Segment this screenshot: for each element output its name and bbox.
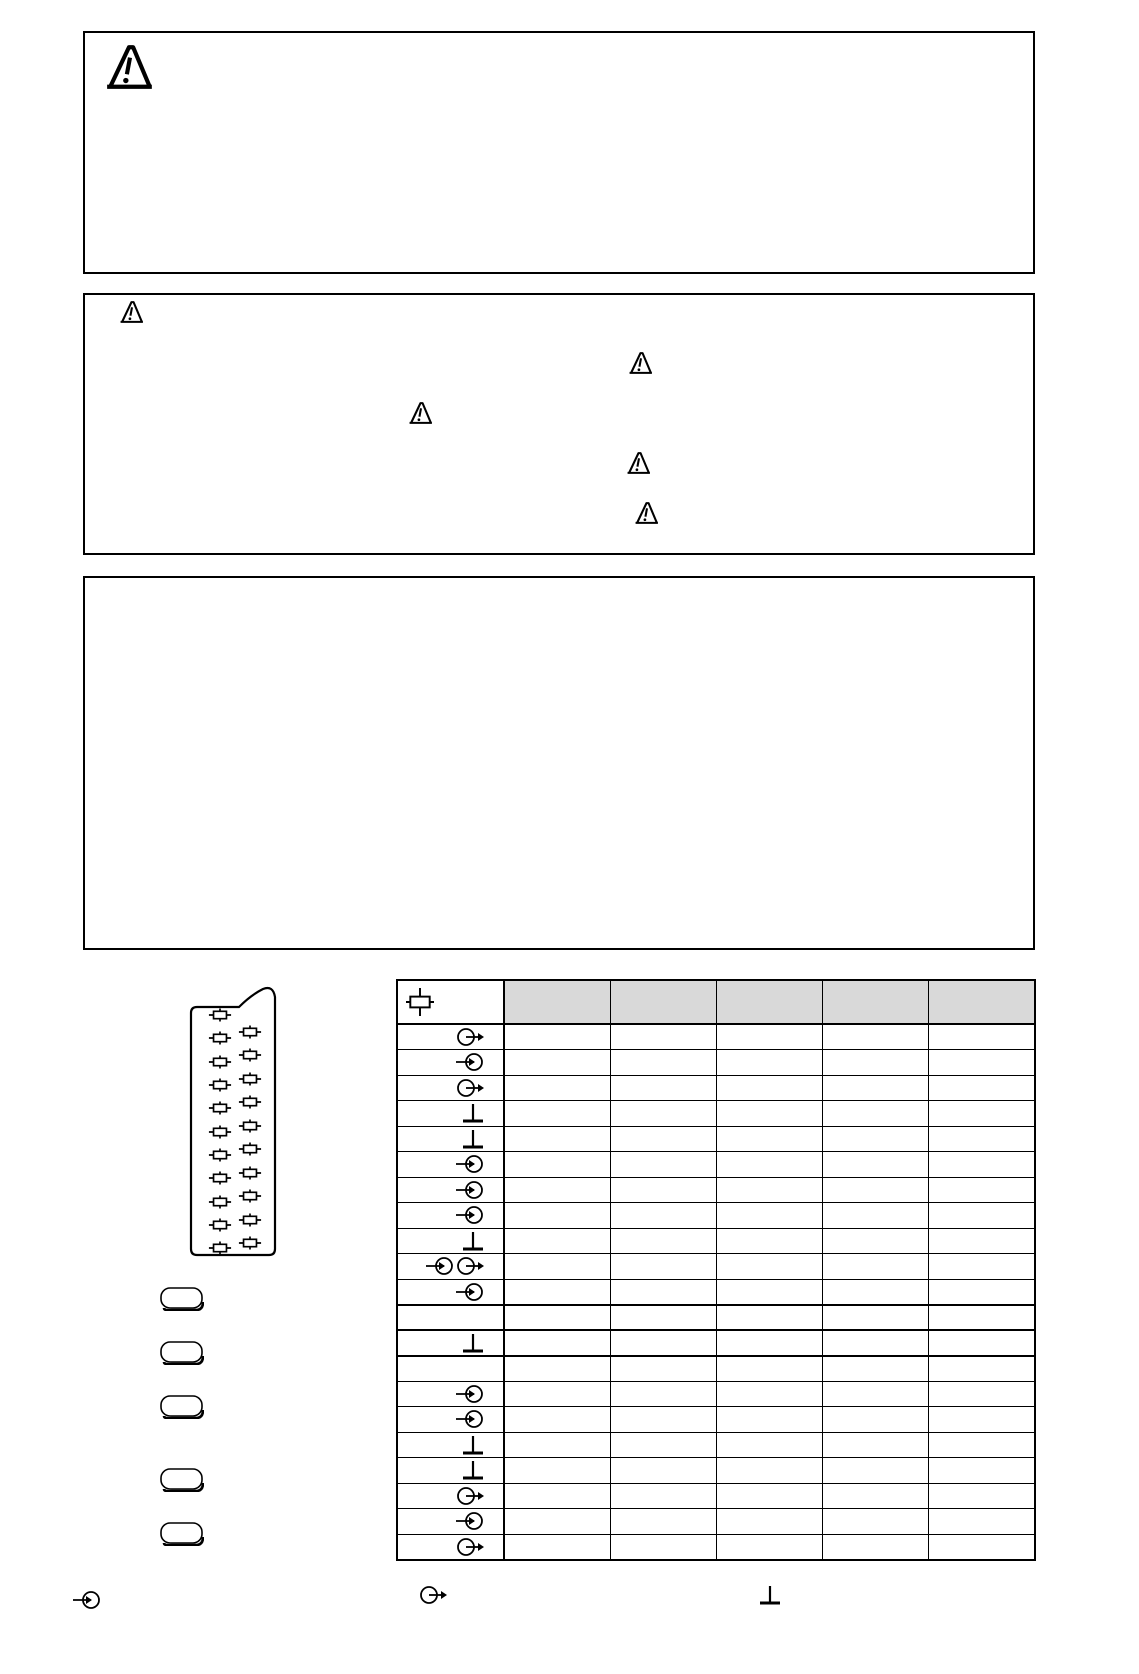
warning-icon [408,400,434,426]
table-cell [716,1228,822,1254]
table-row [397,1432,1035,1458]
table-cell [610,1483,716,1509]
table-row [397,1509,1035,1535]
table-cell [716,1075,822,1101]
connector-pins [209,1009,261,1255]
output-icon [455,1026,485,1048]
table-cell [823,1228,929,1254]
pin-symbol-cell [397,1152,504,1178]
table-cell [610,1075,716,1101]
table-cell [823,1381,929,1407]
output-icon [455,1536,485,1558]
header-cell [716,980,822,1024]
table-cell [823,1458,929,1484]
table-row [397,1075,1035,1101]
table-cell [716,1483,822,1509]
table-cell [929,1483,1035,1509]
table-cell [610,1407,716,1433]
pin-symbol-cell [397,1483,504,1509]
table-cell [929,1024,1035,1050]
key-outline [160,1287,204,1311]
table-cell [929,1075,1035,1101]
input-icon [72,1589,102,1611]
table-cell [716,1432,822,1458]
output-icon [455,1255,485,1277]
pin-symbol-cell [397,1381,504,1407]
pin-symbol-cell [397,1075,504,1101]
table-cell [929,1279,1035,1305]
table-cell [504,1050,610,1076]
table-row [397,1356,1035,1382]
table-header-row [397,980,1035,1024]
table-row [397,1254,1035,1280]
table-cell [504,1381,610,1407]
table-cell [610,1024,716,1050]
input-icon [455,1281,485,1303]
table-cell [929,1152,1035,1178]
table-cell [823,1305,929,1331]
table-cell [929,1458,1035,1484]
table-cell [823,1050,929,1076]
table-cell [610,1254,716,1280]
table-cell [716,1407,822,1433]
table-row [397,1126,1035,1152]
table-cell [823,1177,929,1203]
caution-box [83,293,1035,555]
ground-icon [461,1230,485,1252]
pin-header-cell [397,980,504,1024]
input-icon [455,1153,485,1175]
table-cell [929,1407,1035,1433]
table-row [397,1152,1035,1178]
table-cell [929,1330,1035,1356]
table-row [397,1534,1035,1560]
table-cell [823,1407,929,1433]
input-icon [455,1204,485,1226]
table-cell [823,1356,929,1382]
table-cell [504,1407,610,1433]
table-cell [929,1381,1035,1407]
ground-icon [461,1459,485,1481]
table-cell [610,1203,716,1229]
table-cell [504,1126,610,1152]
table-cell [610,1432,716,1458]
table-cell [716,1152,822,1178]
table-row [397,1228,1035,1254]
table-row [397,1483,1035,1509]
pin-symbol-cell [397,1228,504,1254]
pin-symbol-cell [397,1458,504,1484]
table-cell [716,1356,822,1382]
table-cell [504,1356,610,1382]
warning-icon [626,450,652,476]
table-cell [823,1330,929,1356]
table-cell [929,1228,1035,1254]
table-row [397,1407,1035,1433]
table-row [397,1203,1035,1229]
pin-symbol-cell [397,1279,504,1305]
table-cell [610,1534,716,1560]
table-cell [823,1101,929,1127]
key-outline [160,1468,204,1492]
table-cell [504,1075,610,1101]
input-icon [425,1255,455,1277]
table-cell [610,1330,716,1356]
table-cell [610,1152,716,1178]
table-cell [716,1534,822,1560]
ground-icon [461,1332,485,1354]
table-cell [929,1534,1035,1560]
table-cell [823,1024,929,1050]
table-cell [610,1381,716,1407]
pin-symbol-cell [397,1050,504,1076]
pin-symbol-cell [397,1432,504,1458]
table-row [397,1458,1035,1484]
pin-symbol-cell [397,1177,504,1203]
scart-connector-diagram [185,985,285,1260]
table-cell [823,1483,929,1509]
table-cell [716,1458,822,1484]
table-cell [610,1177,716,1203]
table-cell [823,1509,929,1535]
table-cell [716,1101,822,1127]
warning-icon [103,41,157,93]
table-cell [504,1152,610,1178]
pin-symbol-cell [397,1407,504,1433]
ground-icon [461,1102,485,1124]
table-cell [716,1254,822,1280]
table-cell [716,1330,822,1356]
input-icon [455,1383,485,1405]
table-row [397,1381,1035,1407]
ground-icon [461,1128,485,1150]
pin-symbol-cell [397,1101,504,1127]
table-cell [823,1203,929,1229]
table-cell [929,1050,1035,1076]
table-cell [929,1126,1035,1152]
table-cell [504,1305,610,1331]
table-cell [716,1024,822,1050]
output-icon [455,1485,485,1507]
table-cell [929,1509,1035,1535]
input-icon [455,1408,485,1430]
table-row [397,1050,1035,1076]
pin-assignment-table [396,979,1036,1561]
pin-symbol-cell [397,1330,504,1356]
table-cell [610,1050,716,1076]
warning-icon [119,299,145,325]
table-cell [610,1305,716,1331]
warning-icon [634,500,660,526]
pin-symbol-cell [397,1126,504,1152]
header-cell [610,980,716,1024]
table-cell [823,1126,929,1152]
header-cell [823,980,929,1024]
table-cell [716,1203,822,1229]
table-cell [504,1483,610,1509]
output-icon [455,1077,485,1099]
table-cell [610,1458,716,1484]
pin-symbol-cell [397,1203,504,1229]
table-cell [610,1101,716,1127]
table-row [397,1024,1035,1050]
table-cell [716,1279,822,1305]
pin-symbol-cell [397,1305,504,1331]
table-cell [504,1509,610,1535]
table-cell [716,1126,822,1152]
info-box [83,576,1035,950]
input-icon [455,1179,485,1201]
table-cell [610,1126,716,1152]
table-cell [610,1228,716,1254]
table-cell [823,1254,929,1280]
table-row [397,1305,1035,1331]
table-cell [929,1101,1035,1127]
table-cell [823,1279,929,1305]
table-cell [823,1534,929,1560]
table-cell [929,1254,1035,1280]
table-cell [504,1101,610,1127]
table-cell [823,1432,929,1458]
key-outline [160,1522,204,1546]
pin-icon [406,988,434,1016]
table-cell [504,1177,610,1203]
table-cell [823,1075,929,1101]
table-row [397,1101,1035,1127]
table-cell [504,1203,610,1229]
table-cell [610,1279,716,1305]
ground-icon [461,1434,485,1456]
table-cell [504,1330,610,1356]
pin-symbol-cell [397,1254,504,1280]
header-cell [504,980,610,1024]
input-icon [455,1510,485,1532]
table-cell [716,1381,822,1407]
table-cell [610,1509,716,1535]
table-cell [929,1432,1035,1458]
pin-symbol-cell [397,1509,504,1535]
table-cell [504,1432,610,1458]
table-cell [823,1152,929,1178]
table-cell [504,1534,610,1560]
header-cell [929,980,1035,1024]
table-cell [929,1305,1035,1331]
table-cell [716,1509,822,1535]
table-row [397,1330,1035,1356]
output-icon [418,1584,448,1606]
table-cell [716,1050,822,1076]
input-icon [455,1051,485,1073]
warning-box [83,31,1035,274]
ground-icon [758,1584,782,1606]
table-cell [929,1203,1035,1229]
table-cell [929,1356,1035,1382]
pin-symbol-cell [397,1356,504,1382]
pin-symbol-cell [397,1024,504,1050]
table-cell [504,1458,610,1484]
table-cell [504,1279,610,1305]
table-row [397,1177,1035,1203]
table-cell [716,1305,822,1331]
table-cell [504,1254,610,1280]
warning-icon [628,350,654,376]
table-cell [929,1177,1035,1203]
table-cell [610,1356,716,1382]
key-outline [160,1395,204,1419]
pin-symbol-cell [397,1534,504,1560]
table-cell [504,1228,610,1254]
key-outline [160,1341,204,1365]
table-cell [716,1177,822,1203]
table-row [397,1279,1035,1305]
table-cell [504,1024,610,1050]
